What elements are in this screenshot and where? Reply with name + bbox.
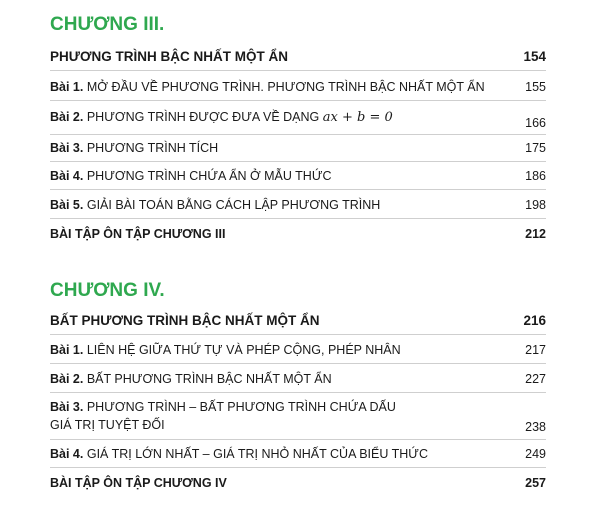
lesson-title: LIÊN HỆ GIỮA THỨ TỰ VÀ PHÉP CỘNG, PHÉP NHÂN	[86, 343, 401, 357]
divider	[50, 100, 546, 101]
toc-entry-4-4[interactable]	[50, 443, 546, 465]
lesson-title: BẤT PHƯƠNG TRÌNH BẬC NHẤT MỘT ẨN	[86, 372, 332, 386]
toc-entry-3-1[interactable]	[50, 76, 546, 98]
lesson-title: MỞ ĐẦU VỀ PHƯƠNG TRÌNH. PHƯƠNG TRÌNH BẬC NHẤT MỘT ẨN	[86, 80, 485, 94]
divider	[50, 70, 546, 71]
lesson-title: PHƯƠNG TRÌNH CHỨA ẨN Ở MẪU THỨC	[86, 169, 332, 183]
divider	[50, 218, 546, 219]
lesson-number: Bài 1.	[50, 80, 84, 94]
lesson-title: GIẢI BÀI TOÁN BẰNG CÁCH LẬP PHƯƠNG TRÌNH	[86, 198, 381, 212]
divider	[50, 161, 546, 162]
chapter-3-review-row[interactable]	[50, 223, 546, 245]
chapter-3-heading: PHƯƠNG TRÌNH BẬC NHẤT MỘT ẨN	[50, 49, 288, 64]
lesson-page: 155	[525, 80, 546, 94]
math-formula: ax + b = 0	[322, 110, 393, 125]
lesson-number: Bài 4.	[50, 447, 84, 461]
lesson-number: Bài 3.	[50, 141, 84, 155]
chapter-4-heading-page: 216	[523, 313, 546, 328]
lesson-title: PHƯƠNG TRÌNH ĐƯỢC ĐƯA VỀ DẠNG	[86, 110, 320, 124]
toc-entry-4-1[interactable]	[50, 339, 546, 361]
toc-entry-3-4[interactable]	[50, 165, 546, 187]
divider	[50, 134, 546, 135]
lesson-page: 198	[525, 198, 546, 212]
divider	[50, 189, 546, 190]
toc-entry-4-2[interactable]	[50, 368, 546, 390]
lesson-page: 175	[525, 141, 546, 155]
lesson-title-line-2: GIÁ TRỊ TUYỆT ĐỐI	[50, 418, 165, 432]
lesson-page: 186	[525, 169, 546, 183]
lesson-title: PHƯƠNG TRÌNH TÍCH	[86, 141, 219, 155]
chapter-3-review-page: 212	[525, 227, 546, 241]
lesson-title: PHƯƠNG TRÌNH – BẤT PHƯƠNG TRÌNH CHỨA DẤU	[86, 400, 396, 414]
chapter-3-heading-row[interactable]	[50, 46, 546, 68]
chapter-3-review: BÀI TẬP ÔN TẬP CHƯƠNG III	[50, 227, 226, 241]
chapter-4-heading-row[interactable]	[50, 310, 546, 332]
lesson-page: 217	[525, 343, 546, 357]
chapter-4-heading: BẤT PHƯƠNG TRÌNH BẬC NHẤT MỘT ẨN	[50, 313, 320, 328]
divider	[50, 439, 546, 440]
lesson-number: Bài 1.	[50, 343, 84, 357]
lesson-page: 166	[525, 116, 546, 130]
lesson-page: 249	[525, 447, 546, 461]
toc-entry-3-5[interactable]	[50, 194, 546, 216]
chapter-4-review-row[interactable]	[50, 472, 546, 494]
lesson-number: Bài 2.	[50, 110, 84, 124]
lesson-page: 227	[525, 372, 546, 386]
chapter-4-review-page: 257	[525, 476, 546, 490]
lesson-number: Bài 3.	[50, 400, 84, 414]
chapter-4-label: CHƯƠNG IV.	[50, 280, 165, 301]
divider	[50, 467, 546, 468]
divider	[50, 363, 546, 364]
lesson-number: Bài 4.	[50, 169, 84, 183]
chapter-3-heading-page: 154	[523, 49, 546, 64]
chapter-3-label: CHƯƠNG III.	[50, 14, 165, 35]
lesson-number: Bài 2.	[50, 372, 84, 386]
toc-entry-3-3[interactable]	[50, 137, 546, 159]
toc-entry-3-2[interactable]	[50, 106, 546, 128]
lesson-page: 238	[525, 420, 546, 434]
lesson-number: Bài 5.	[50, 198, 84, 212]
lesson-title: GIÁ TRỊ LỚN NHẤT – GIÁ TRỊ NHỎ NHẤT CỦA BIỂU THỨC	[86, 447, 428, 461]
divider	[50, 392, 546, 393]
divider	[50, 334, 546, 335]
chapter-4-review: BÀI TẬP ÔN TẬP CHƯƠNG IV	[50, 476, 227, 490]
toc-entry-4-3[interactable]	[50, 398, 546, 438]
